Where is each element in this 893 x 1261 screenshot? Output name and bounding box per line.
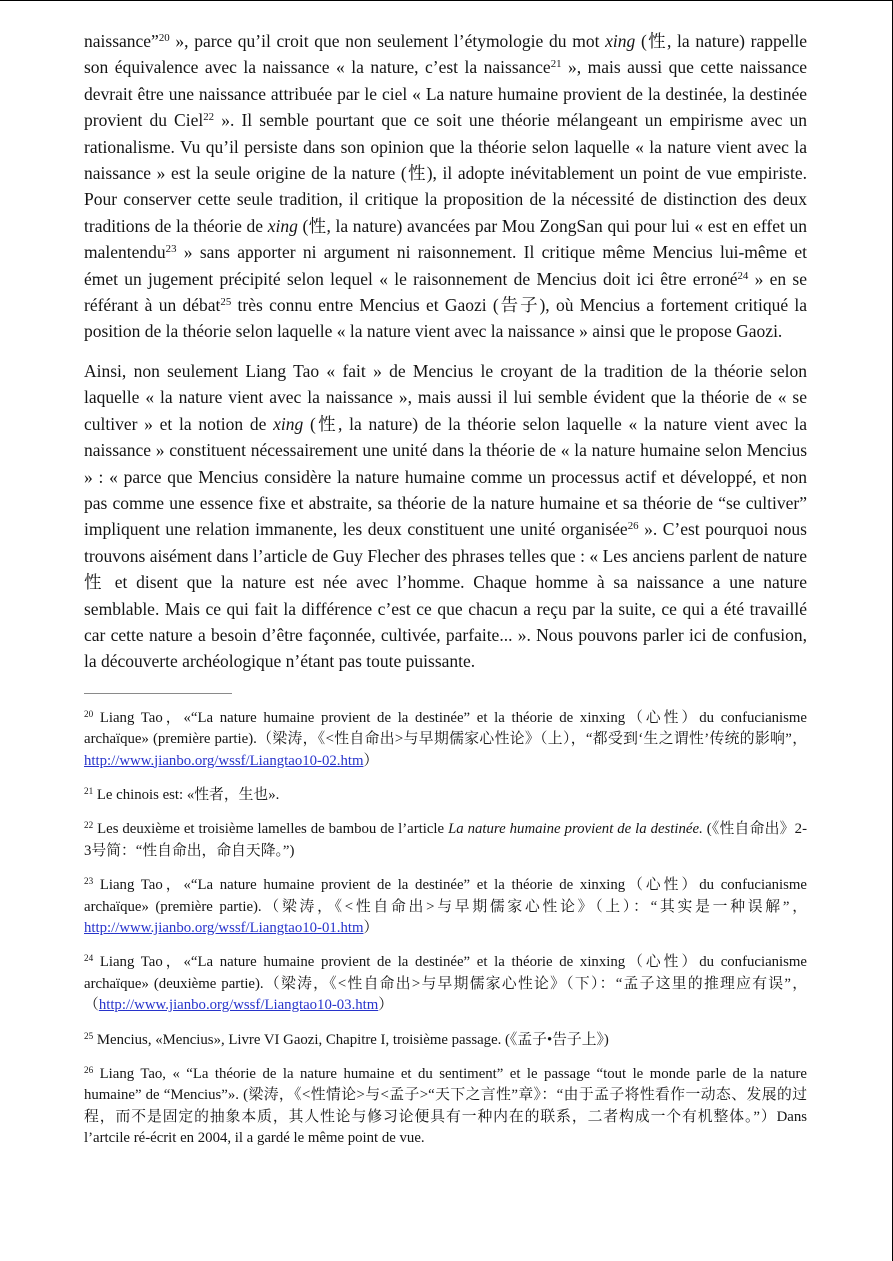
text-run: (性, la nature) rappelle son équivalence avec la naissance « la nature, c’est la naissance: [84, 31, 807, 78]
footnote-20: [84, 708, 807, 772]
text-run: ». Il semble pourtant que ce soit une théorie mélangeant un empirisme avec un rationalisme. Vu qu’il persiste dans son opinion que la théorie selon laquelle « la nature vient avec la naissance » est la seule origine de la nature (性), il adopte inévitablement un point de vue empiriste. Pour conserver cette seule tradition, il critique la proposition de la nécessité de distinction des deux traditions de la théorie de: [84, 110, 807, 236]
text-run: Liang Tao, « “La théorie de la nature humaine et du sentiment” et le passage “tout le monde parle de la nature humaine” de “Mencius”». (梁涛，《<性情论>与<孟子>“天下之言性”章》：“由于孟子将性看作一动态、发展的过程，而不是固定的抽象本质，其人性论与修习论便具有一种内在的联系，二者构成一个有机整体。”）Dans l’artcile ré-écrit en 2004, il a gardé le même point de vue.: [84, 1066, 807, 1147]
body-text: [84, 28, 807, 675]
footnote-23: [84, 875, 807, 939]
footnote-reference: 25: [84, 1030, 94, 1041]
body-paragraph-1: [84, 28, 807, 345]
footnote-22: [84, 819, 807, 862]
footnote-reference: 20: [84, 708, 94, 719]
footnote-reference: 20: [158, 32, 170, 45]
text-run: » en se référant à un débat: [84, 268, 807, 316]
text-run: », mais aussi que cette naissance devrait être une naissance attribuée par le ciel « La nature humaine provient de la destinée, la destinée provient du Ciel: [84, 57, 807, 131]
text-run: Mencius, «Mencius», Livre VI Gaozi, Chapitre I, troisième passage. (《孟子•告子上》): [93, 1031, 609, 1048]
footnote-reference: 24: [737, 269, 749, 282]
text-run: Liang Tao，«“La nature humaine provient de la destinée” et la théorie de xinxing（心性）du confucianisme archaïque» (première partie).（梁涛，《<性自命出>与早期儒家心性论》（上）：“其实是一种误解”，: [84, 877, 807, 915]
italic-term: xing: [605, 31, 636, 51]
footnote-reference: 24: [84, 953, 94, 964]
text-run: ». C’est pourquoi nous trouvons aisément dans l’article de Guy Flecher des phrases telles que : « Les anciens parlent de nature 性 et disent que la nature est née avec l’homme. Chaque homme à sa naissance a une nature semblable. Mais ce qui fait la différence c’est ce que chacun a reçu par la suite, ce qui a été travaillé car cette nature a besoin d’être façonnée, cultivée, parfaite... ». Nous pouvons parler ici de confusion, la découverte archéologique n’étant pas toute puissante.: [84, 519, 807, 672]
footnote-25: [84, 1030, 807, 1051]
footnotes-section: [84, 708, 807, 1150]
italic-term: La nature humaine provient de la destinée.: [448, 821, 703, 838]
footnote-separator: [84, 693, 232, 694]
text-run: ）: [363, 752, 379, 769]
footnote-21: [84, 785, 807, 806]
footnote-reference: 23: [84, 876, 94, 887]
footnote-reference: 23: [165, 243, 177, 256]
text-run: Les deuxième et troisième lamelles de bambou de l’article: [93, 821, 449, 838]
text-run: Le chinois est: «性者，生也».: [93, 786, 280, 803]
footnote-26: [84, 1064, 807, 1150]
footnote-reference: 26: [627, 520, 639, 533]
text-run: (《性自命出》2-3号简：“性自命出，命自天降。”): [84, 821, 807, 859]
text-run: » sans apporter ni argument ni raisonnement. Il critique même Mencius lui-même et émet un jugement précipité selon lequel « le raisonnement de Mencius doit ici être erroné: [84, 242, 807, 289]
text-run: ）: [378, 997, 394, 1014]
text-run: ）: [363, 920, 379, 936]
italic-term: xing: [267, 215, 298, 236]
text-run: Liang Tao，«“La nature humaine provient de la destinée” et la théorie de xinxing（心性）du confucianisme archaïque» (deuxième partie).（梁涛，《<性自命出>与早期儒家心性论》（下）：“孟子这里的推理应有误”，（: [84, 954, 807, 1014]
footnote-reference: 26: [84, 1065, 94, 1075]
text-run: (性, la nature) de la théorie selon laquelle « la nature vient avec la naissance » constituent nécessairement une unité dans la théorie de « la nature humaine selon Mencius » : « parce que Mencius considère la nature humaine comme un processus actif et développé, et non pas comme une essence fixe et abstraite, sa théorie de la nature humaine et sa théorie de “se cultiver” impliquent une relation immanente, les deux constituent une unité organisée: [84, 413, 807, 540]
text-run: Liang Tao，«“La nature humaine provient de la destinée” et la théorie de xinxing（心性）du confucianisme archaïque» (première partie).（梁涛，《<性自命出>与早期儒家心性论》（上），“都受到‘生之谓性’传统的影响”，: [84, 709, 807, 748]
text-run: », parce qu’il croit que non seulement l’étymologie du mot: [169, 31, 606, 51]
text-run: Ainsi, non seulement Liang Tao « fait » de Mencius le croyant de la tradition de la théorie selon laquelle « la nature vient avec la naissance », mais aussi il lui semble évident que la théorie de « se cultiver » et la notion de: [84, 360, 807, 434]
footnote-reference: 25: [220, 296, 232, 309]
footnote-url-link[interactable]: http://www.jianbo.org/wssf/Liangtao10-02.htm: [84, 752, 364, 769]
footnote-url-link[interactable]: http://www.jianbo.org/wssf/Liangtao10-03.htm: [98, 997, 379, 1014]
body-paragraph-2: [84, 358, 807, 675]
footnote-url-link[interactable]: http://www.jianbo.org/wssf/Liangtao10-01.htm: [84, 920, 364, 936]
italic-term: xing: [273, 413, 304, 434]
footnote-reference: 21: [84, 785, 94, 796]
text-run: très connu entre Mencius et Gaozi (告子), où Mencius a fortement critiqué la position de la théorie selon laquelle « la nature vient avec la naissance » ainsi que le propose Gaozi.: [84, 295, 808, 342]
text-run: naissance”: [84, 31, 159, 51]
footnote-reference: 21: [550, 58, 562, 71]
footnote-reference: 22: [203, 111, 215, 124]
footnote-reference: 22: [84, 820, 94, 831]
footnote-24: [84, 952, 807, 1016]
text-run: (性, la nature) avancées par Mou ZongSan qui pour lui « est en effet un malentendu: [84, 215, 808, 263]
